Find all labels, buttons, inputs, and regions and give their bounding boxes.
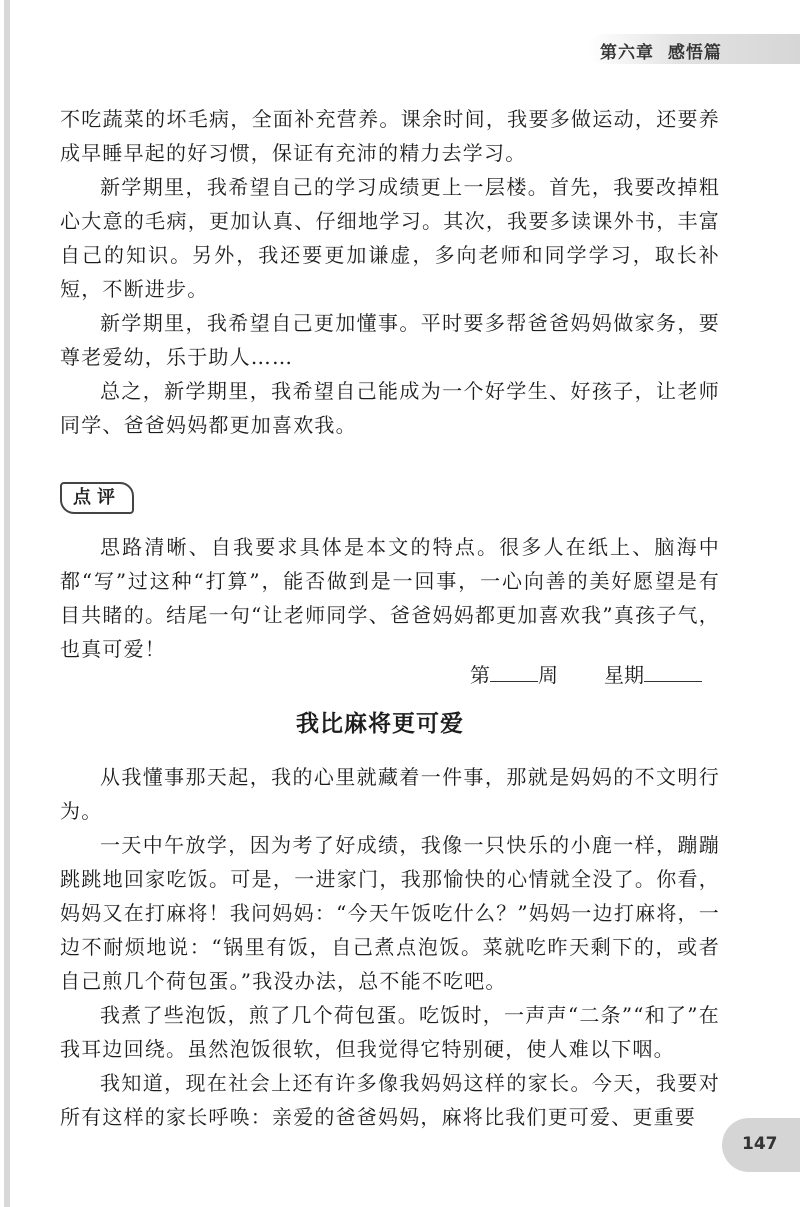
paragraph: 从我懂事那天起，我的心里就藏着一件事，那就是妈妈的不文明行为。 bbox=[60, 765, 720, 823]
weekday-blank bbox=[644, 659, 702, 682]
paragraph: 不吃蔬菜的坏毛病，全面补充营养。课余时间，我要多做运动，还要养成早睡早起的好习惯，保证有充沛的精力去学习。 bbox=[60, 107, 720, 165]
chapter-number: 第六章 bbox=[600, 43, 654, 63]
weekday-label: 星期 bbox=[604, 663, 644, 687]
week-suffix: 周 bbox=[538, 663, 558, 687]
paragraph: 新学期里，我希望自己的学习成绩更上一层楼。首先，我要改掉粗心大意的毛病，更加认真、仔细地学习。其次，我要多读课外书，丰富自己的知识。另外，我还要更加谦虚，多向老师和同学学习，取长补短，不断进步。 bbox=[60, 175, 720, 301]
week-prefix: 第 bbox=[470, 663, 490, 687]
comment-label: 点评 bbox=[60, 482, 134, 514]
chapter-section: 感悟篇 bbox=[667, 43, 722, 63]
comment-body bbox=[60, 530, 720, 666]
date-line bbox=[470, 658, 710, 692]
page-edge-rule bbox=[4, 0, 10, 1207]
paragraph: 我煮了些泡饭，煎了几个荷包蛋。吃饭时，一声声“二条”“和了”在我耳边回绕。虽然泡饭很软，但我觉得它特别硬，使人难以下咽。 bbox=[60, 1003, 720, 1061]
previous-essay-body bbox=[60, 102, 720, 442]
page-number: 147 bbox=[742, 1134, 778, 1154]
chapter-header bbox=[600, 38, 722, 63]
comment-paragraph: 思路清晰、自我要求具体是本文的特点。很多人在纸上、脑海中都“写”过这种“打算”，能否做到是一回事，一心向善的美好愿望是有目共睹的。结尾一句“让老师同学、爸爸妈妈都更加喜欢我”真孩子气，也真可爱！ bbox=[60, 535, 720, 661]
week-blank bbox=[490, 659, 538, 682]
paragraph: 一天中午放学，因为考了好成绩，我像一只快乐的小鹿一样，蹦蹦跳跳地回家吃饭。可是，一进家门，我那愉快的心情就全没了。你看，妈妈又在打麻将！我问妈妈：“今天午饭吃什么？”妈妈一边打麻将，一边不耐烦地说：“锅里有饭，自己煮点泡饭。菜就吃昨天剩下的，或者自己煎几个荷包蛋。”我没办法，总不能不吃吧。 bbox=[60, 833, 720, 993]
paragraph: 我知道，现在社会上还有许多像我妈妈这样的家长。今天，我要对所有这样的家长呼唤：亲爱的爸爸妈妈，麻将比我们更可爱、更重要 bbox=[60, 1071, 720, 1129]
paragraph: 总之，新学期里，我希望自己能成为一个好学生、好孩子，让老师同学、爸爸妈妈都更加喜欢我。 bbox=[60, 379, 720, 437]
article-body bbox=[60, 760, 720, 1134]
paragraph: 新学期里，我希望自己更加懂事。平时要多帮爸爸妈妈做家务，要尊老爱幼，乐于助人…… bbox=[60, 311, 720, 369]
article-title: 我比麻将更可爱 bbox=[296, 711, 464, 737]
